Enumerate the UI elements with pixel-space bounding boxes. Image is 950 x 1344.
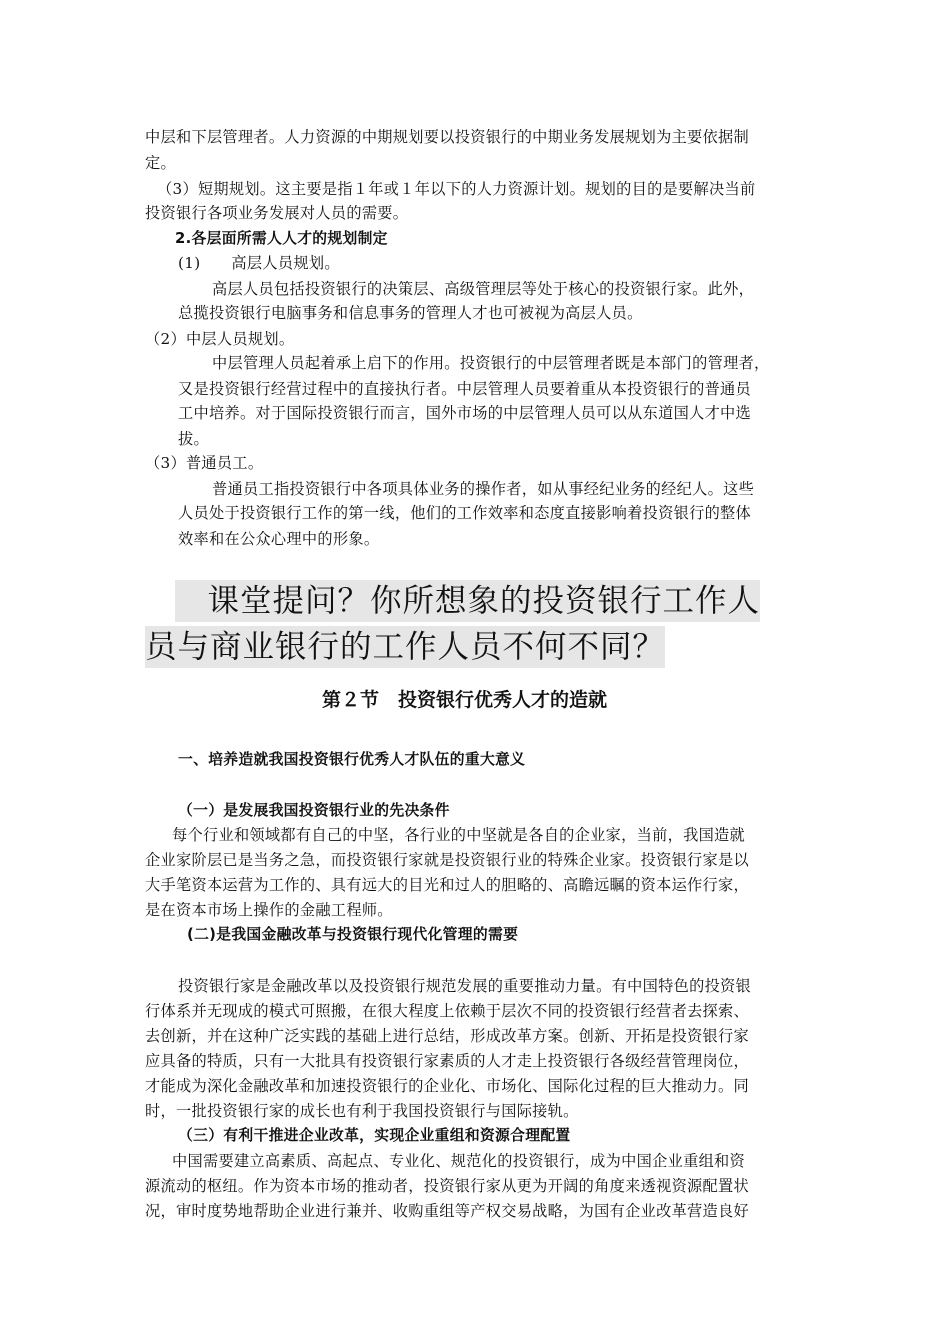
- text-line: （2）中层人员规划。: [145, 330, 295, 348]
- text-line: 才能成为深化金融改革和加速投资银行的企业化、市场化、国际化过程的巨大推动力。同: [145, 1077, 750, 1095]
- text-line: 高层人员包括投资银行的决策层、高级管理层等处于核心的投资银行家。此外，: [212, 280, 755, 298]
- text-line: 效率和在公众心理中的形象。: [178, 530, 380, 548]
- text-line: 定。: [145, 154, 176, 172]
- text-line: 投资银行各项业务发展对人员的需要。: [145, 204, 409, 222]
- text-line: 大手笔资本运营为工作的、具有远大的目光和过人的胆略的、高瞻远瞩的资本运作行家，: [145, 876, 750, 894]
- text-line: 况，审时度势地帮助企业进行兼并、收购重组等产权交易战略，为国有企业改革营造良好: [145, 1202, 750, 1220]
- section-title: 第２节 投资银行优秀人才的造就: [322, 689, 608, 711]
- text-line: 普通员工指投资银行中各项具体业务的操作者，如从事经纪业务的经纪人。这些: [212, 480, 755, 498]
- text-line: 工中培养。对于国际投资银行而言，国外市场的中层管理人员可以从东道国人才中选: [178, 404, 752, 422]
- subheading: 2.各层面所需人人才的规划制定: [175, 230, 388, 247]
- classroom-question-line-2: 员与商业银行的工作人员不何不同？: [145, 626, 665, 668]
- text-line: 源流动的枢纽。作为资本市场的推动者，投资银行家从更为开阔的角度来透视资源配置状: [145, 1177, 750, 1195]
- text-line: （3）短期规划。这主要是指１年或１年以下的人力资源计划。规划的目的是要解决当前: [157, 180, 756, 198]
- text-line: 投资银行家是金融改革以及投资银行规范发展的重要推动力量。有中国特色的投资银: [178, 977, 752, 995]
- text-line: 总揽投资银行电脑事务和信息事务的管理人才也可被视为高层人员。: [178, 304, 643, 322]
- text-line: 企业家阶层已是当务之急，而投资银行家就是投资银行业的特殊企业家。投资银行家是以: [145, 851, 750, 869]
- text-line: 人员处于投资银行工作的第一线，他们的工作效率和态度直接影响着投资银行的整体: [178, 504, 752, 522]
- text-line: 中层管理人员起着承上启下的作用。投资银行的中层管理者既是本部门的管理者，: [212, 354, 770, 372]
- subheading: (二)是我国金融改革与投资银行现代化管理的需要: [187, 926, 519, 943]
- text-line: 每个行业和领域都有自己的中坚，各行业的中坚就是各自的企业家，当前，我国造就: [172, 826, 746, 844]
- text-line: （3）普通员工。: [145, 454, 264, 472]
- text-line: 中层和下层管理者。人力资源的中期规划要以投资银行的中期业务发展规划为主要依据制: [145, 128, 750, 146]
- text-line: 拔。: [178, 430, 209, 448]
- subheading: （一）是发展我国投资银行业的先决条件: [178, 802, 450, 819]
- text-line: 应具备的特质，只有一大批具有投资银行家素质的人才走上投资银行各级经营管理岗位，: [145, 1052, 750, 1070]
- text-line: 时，一批投资银行家的成长也有利于我国投资银行与国际接轨。: [145, 1102, 579, 1120]
- text-line: 是在资本市场上操作的金融工程师。: [145, 901, 393, 919]
- text-line: 行体系并无现成的模式可照搬，在很大程度上依赖于层次不同的投资银行经营者去探索、: [145, 1002, 750, 1020]
- subheading: 一、培养造就我国投资银行优秀人才队伍的重大意义: [178, 751, 526, 768]
- text-line: 中国需要建立高素质、高起点、专业化、规范化的投资银行，成为中国企业重组和资: [172, 1152, 746, 1170]
- classroom-question-line-1: 课堂提问？你所想象的投资银行工作人: [175, 580, 760, 622]
- text-line: 又是投资银行经营过程中的直接执行者。中层管理人员要着重从本投资银行的普通员: [178, 380, 752, 398]
- text-line: 去创新，并在这种广泛实践的基础上进行总结，形成改革方案。创新、开拓是投资银行家: [145, 1027, 750, 1045]
- text-line: (1) 高层人员规划。: [178, 254, 340, 272]
- subheading: （三）有利干推进企业改革，实现企业重组和资源合理配置: [178, 1127, 571, 1144]
